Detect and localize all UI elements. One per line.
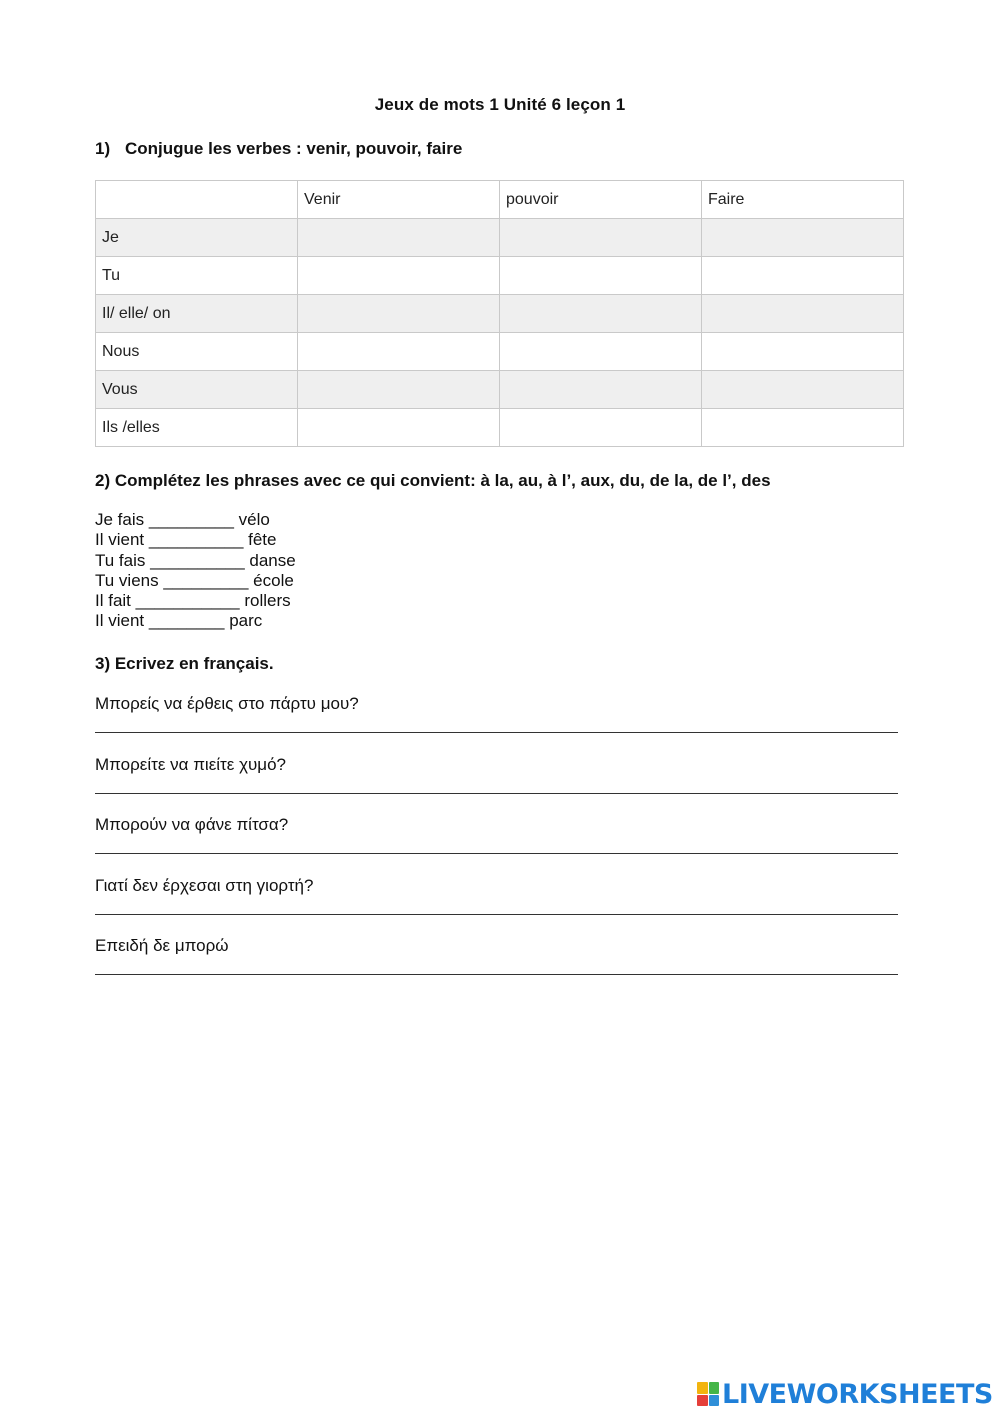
pronoun-cell: Nous [96, 333, 298, 371]
translation-prompt: Γιατί δεν έρχεσαι στη γιορτή? [95, 875, 314, 895]
answer-line[interactable] [95, 793, 898, 794]
answer-cell[interactable] [298, 333, 500, 371]
translation-prompt: Επειδή δε μπορώ [95, 936, 229, 955]
translation-prompt: Μπορείτε να πιείτε χυμό? [95, 754, 287, 774]
answer-cell[interactable] [298, 409, 500, 447]
sentence-item: Il vient __________ fête [95, 530, 277, 550]
sentence-item: Il vient ________ parc [95, 611, 263, 631]
answer-cell[interactable] [500, 295, 702, 333]
answer-cell[interactable] [702, 257, 904, 295]
sentence-item: Tu fais __________ danse [95, 550, 296, 570]
translation-item [95, 690, 900, 751]
table-row [96, 409, 904, 447]
table-row [96, 295, 904, 333]
answer-cell[interactable] [702, 409, 904, 447]
answer-cell[interactable] [500, 409, 702, 447]
page-title: Jeux de mots 1 Unité 6 leçon 1 [374, 95, 626, 114]
translation-prompt: Μπορείς να έρθεις στο πάρτυ μου? [95, 694, 359, 713]
sentence-item: Je fais _________ vélo [95, 510, 270, 529]
pronoun-cell: Je [96, 219, 298, 257]
translation-item [95, 932, 900, 993]
answer-cell[interactable] [500, 257, 702, 295]
answer-cell[interactable] [702, 295, 904, 333]
answer-cell[interactable] [702, 371, 904, 409]
answer-cell[interactable] [500, 333, 702, 371]
pronoun-cell: Il/ elle/ on [96, 295, 298, 333]
answer-cell[interactable] [500, 219, 702, 257]
section-2-heading: 2) Complétez les phrases avec ce qui convient: à la, au, à l’, aux, du, de la, de l’, des [95, 471, 771, 490]
pronoun-cell: Tu [96, 257, 298, 295]
answer-line[interactable] [95, 732, 898, 733]
answer-cell[interactable] [702, 333, 904, 371]
section-1-number: 1) [95, 139, 111, 158]
answer-cell[interactable] [298, 219, 500, 257]
translation-item [95, 751, 900, 812]
section-1-heading [95, 139, 462, 159]
table-header-cell: pouvoir [500, 181, 702, 219]
fill-in-sentences [95, 510, 296, 632]
conjugation-table [95, 180, 904, 447]
answer-line[interactable] [95, 914, 898, 915]
liveworksheets-brand [697, 1378, 993, 1410]
translation-prompt: Μπορούν να φάνε πίτσα? [95, 815, 289, 834]
table-row [96, 371, 904, 409]
answer-line[interactable] [95, 853, 898, 854]
table-header-cell: Venir [298, 181, 500, 219]
brand-text: LIVEWORKSHEETS [722, 1378, 993, 1410]
translation-item [95, 811, 900, 872]
answer-line[interactable] [95, 974, 898, 975]
pronoun-cell: Ils /elles [96, 409, 298, 447]
answer-cell[interactable] [702, 219, 904, 257]
table-header-cell: Faire [702, 181, 904, 219]
table-header-cell [96, 181, 298, 219]
pronoun-cell: Vous [96, 371, 298, 409]
answer-cell[interactable] [298, 371, 500, 409]
table-header-row [96, 181, 904, 219]
sentence-item: Il fait ___________ rollers [95, 591, 291, 611]
section-1-heading-text: Conjugue les verbes : venir, pouvoir, faire [125, 139, 463, 158]
liveworksheets-logo-icon [697, 1382, 719, 1406]
answer-cell[interactable] [298, 257, 500, 295]
sentence-item: Tu viens _________ école [95, 570, 294, 590]
answer-cell[interactable] [500, 371, 702, 409]
translation-list [95, 690, 900, 993]
translation-item [95, 872, 900, 933]
table-row [96, 257, 904, 295]
table-row [96, 219, 904, 257]
section-3-heading: 3) Ecrivez en français. [95, 654, 274, 673]
table-row [96, 333, 904, 371]
answer-cell[interactable] [298, 295, 500, 333]
